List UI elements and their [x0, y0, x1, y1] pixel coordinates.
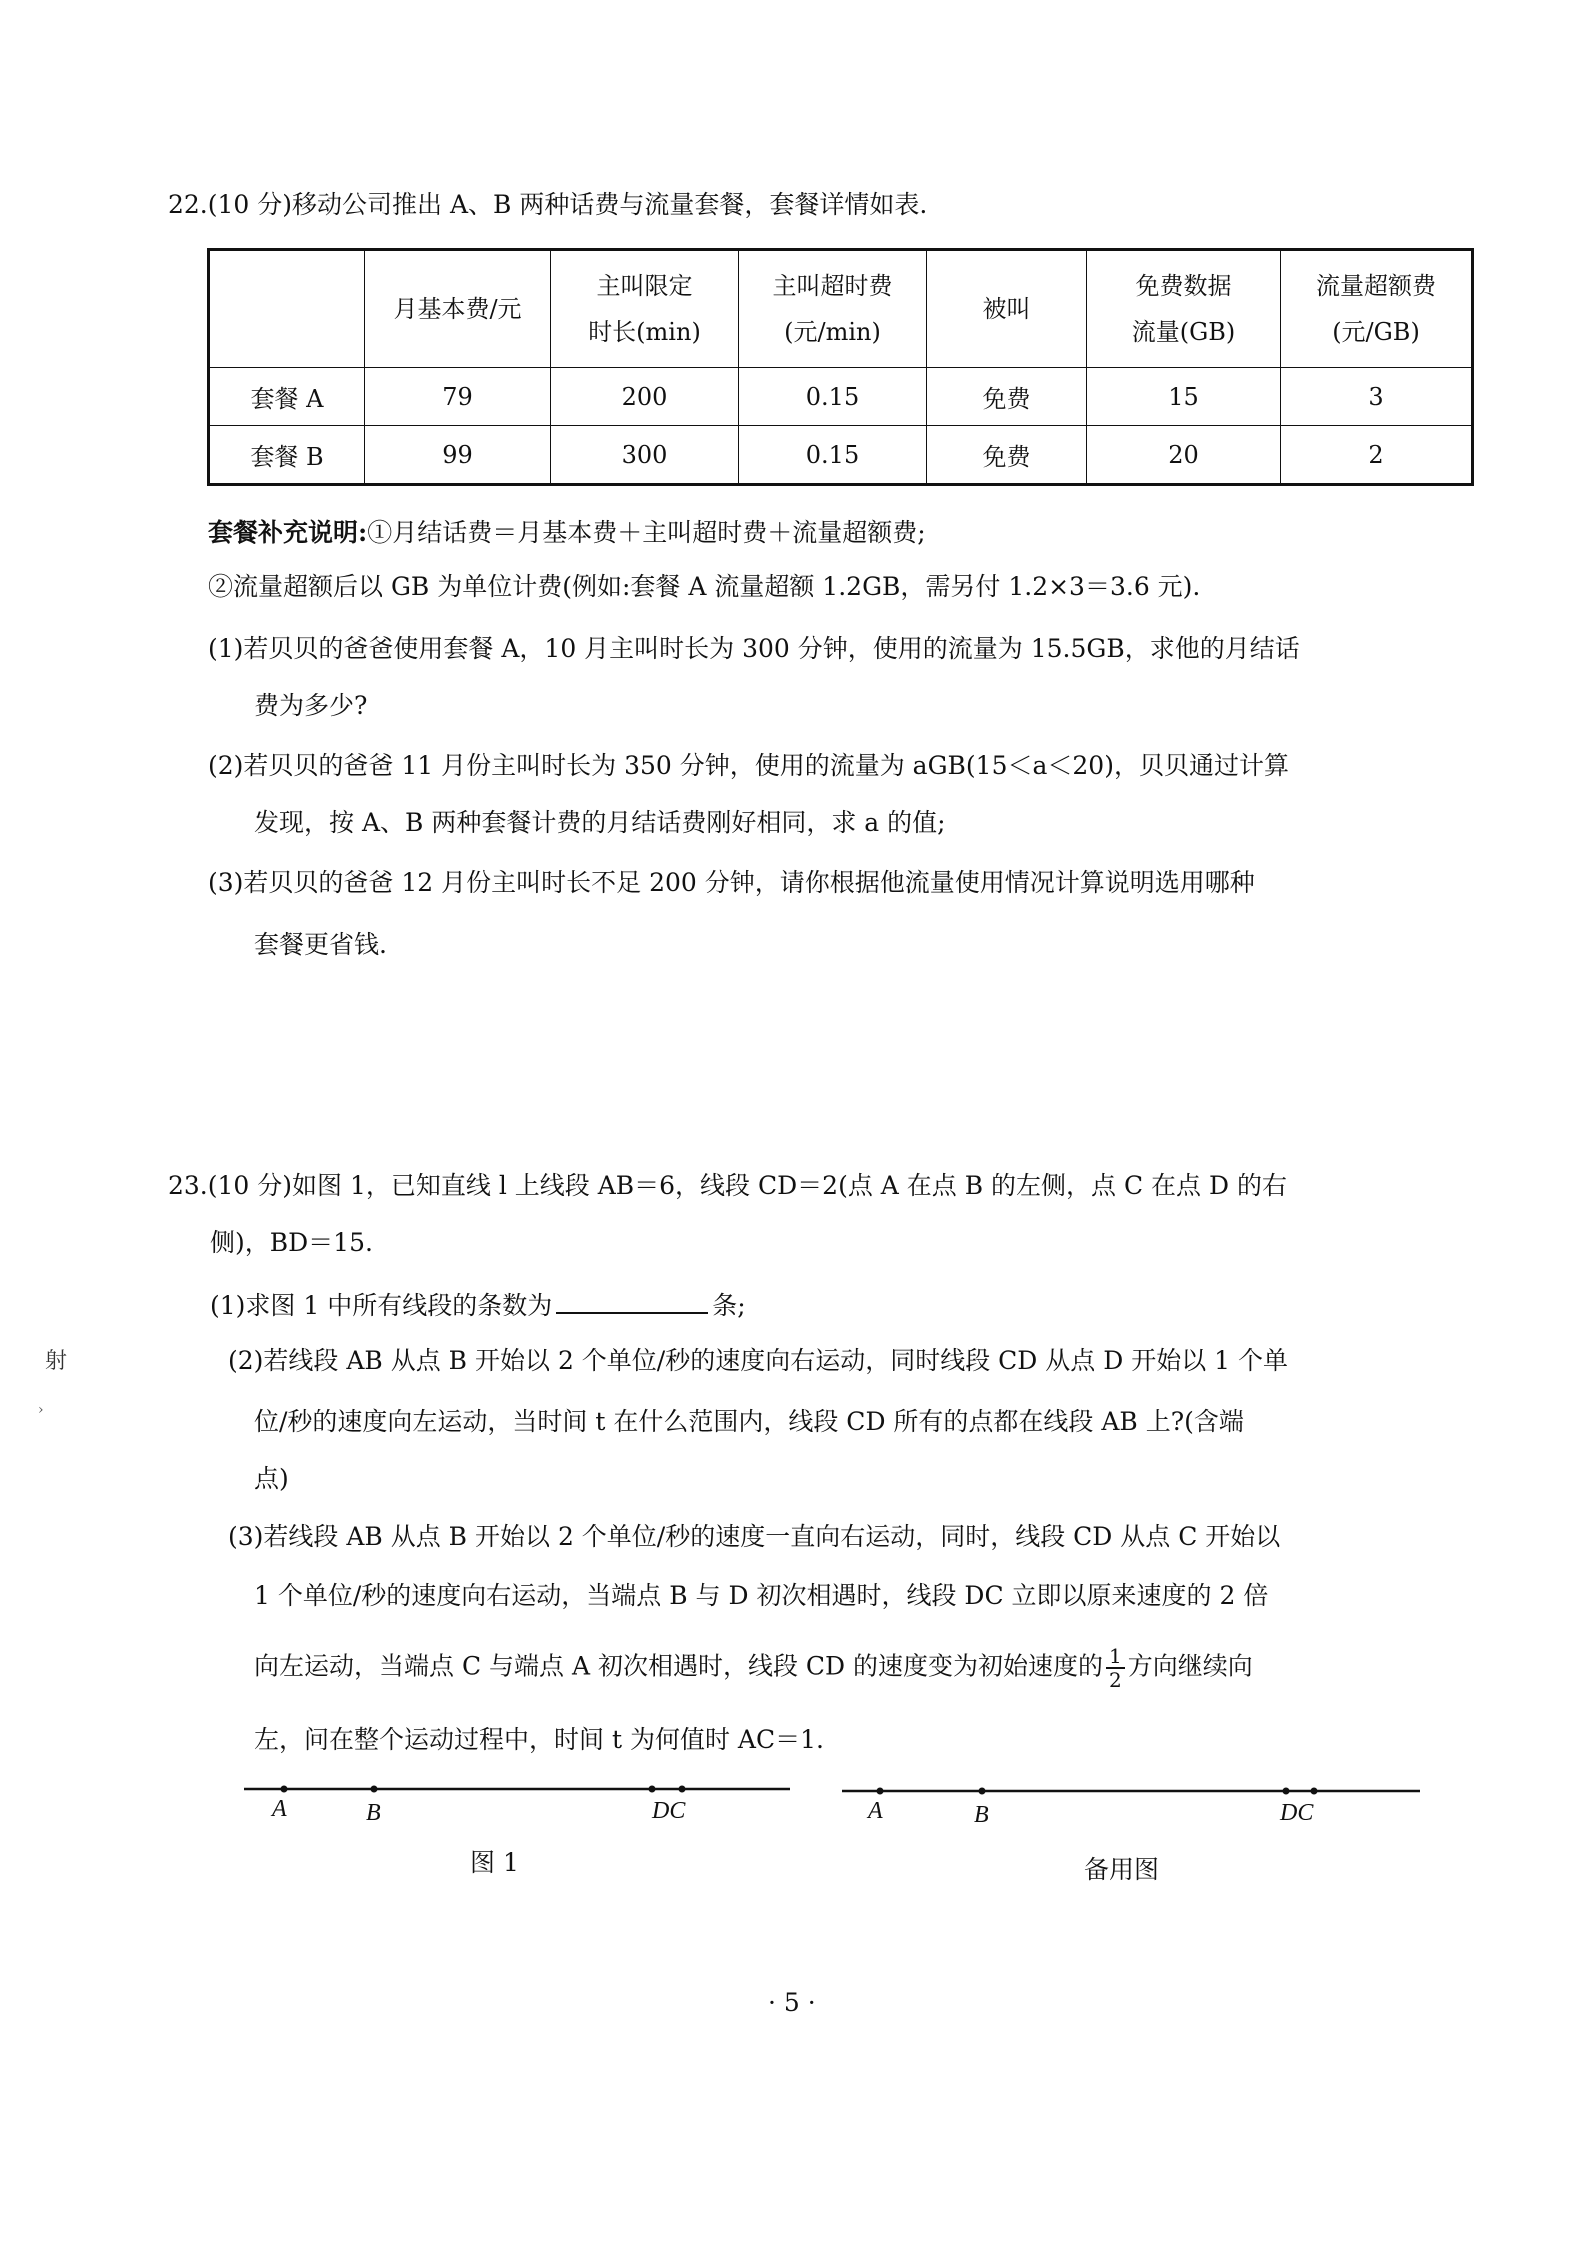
fig2-point-b	[979, 1788, 986, 1795]
page-number: · 5 ·	[768, 1988, 816, 2017]
header-text: 流量(GB)	[1131, 318, 1236, 346]
table-cell: 20	[1087, 426, 1281, 485]
q22-part3-line1: (3)若贝贝的爸爸 12 月份主叫时长不足 200 分钟，请你根据他流量使用情况计算说明选用哪种	[208, 868, 1255, 897]
q22-part2-line1: (2)若贝贝的爸爸 11 月份主叫时长为 350 分钟，使用的流量为 aGB(15＜a＜20)，贝贝通过计算	[208, 751, 1289, 780]
header-text: (元/min)	[784, 318, 881, 346]
q23-title-line1: 23.(10 分)如图 1，已知直线 l 上线段 AB＝6，线段 CD＝2(点 A 在点 B 的左侧，点 C 在点 D 的右	[168, 1171, 1287, 1200]
header-text: 时长(min)	[588, 318, 701, 346]
q23-part3-line2: 1 个单位/秒的速度向右运动，当端点 B 与 D 初次相遇时，线段 DC 立即以原来速度的 2 倍	[254, 1581, 1269, 1610]
q22-part2-line2: 发现，按 A、B 两种套餐计费的月结话费刚好相同，求 a 的值;	[254, 808, 946, 837]
fig1-label-a: A	[272, 1796, 287, 1822]
fig2-label-dc: DC	[1280, 1800, 1314, 1826]
header-text: 免费数据	[1135, 272, 1232, 300]
fig2-point-c	[1311, 1788, 1318, 1795]
margin-mark: 射	[45, 1349, 68, 1374]
row-name: 套餐 B	[209, 426, 365, 485]
q23-part2-line2: 位/秒的速度向左运动，当时间 t 在什么范围内，线段 CD 所有的点都在线段 AB 上?(含端	[254, 1407, 1244, 1436]
header-text: 月基本费/元	[393, 295, 522, 323]
header-text: 主叫超时费	[772, 272, 893, 300]
fig2-label-a: A	[868, 1798, 883, 1824]
q23-part3-line4: 左，问在整个运动过程中，时间 t 为何值时 AC＝1.	[254, 1725, 824, 1754]
table-cell: 免费	[927, 368, 1087, 426]
table-cell: 99	[365, 426, 551, 485]
fraction-numerator: 1	[1106, 1645, 1125, 1669]
table-cell: 15	[1087, 368, 1281, 426]
q23-part3-text: 向左运动，当端点 C 与端点 A 初次相遇时，线段 CD 的速度变为初始速度的	[254, 1651, 1104, 1681]
fig1-point-d	[649, 1786, 656, 1793]
margin-dot: ›	[38, 1402, 44, 1418]
table-cell: 79	[365, 368, 551, 426]
q23-part2-line3: 点)	[254, 1464, 289, 1493]
q22-part1-line1: (1)若贝贝的爸爸使用套餐 A，10 月主叫时长为 300 分钟，使用的流量为 15.5GB，求他的月结话	[208, 634, 1300, 663]
fig2-caption: 备用图	[1084, 1855, 1160, 1884]
fig2-point-d	[1283, 1788, 1290, 1795]
q22-part1-line2: 费为多少?	[254, 691, 368, 720]
supplement-text: ①月结话费＝月基本费＋主叫超时费＋流量超额费;	[367, 518, 926, 547]
q22-title: 22.(10 分)移动公司推出 A、B 两种话费与流量套餐，套餐详情如表.	[168, 190, 928, 219]
q23-title-line2: 侧)，BD＝15.	[210, 1228, 373, 1257]
fig1-point-b	[371, 1786, 378, 1793]
table-cell: 0.15	[739, 368, 927, 426]
q23-part1-suffix: 条;	[712, 1291, 746, 1320]
header-text: 主叫限定	[596, 272, 693, 300]
fig2-label-b: B	[974, 1802, 989, 1828]
fig1-point-a	[281, 1786, 288, 1793]
supplement-label: 套餐补充说明:	[208, 518, 368, 547]
q23-part3-text-end: 方向继续向	[1127, 1651, 1253, 1681]
table-cell: 2	[1281, 426, 1473, 485]
table-cell: 300	[551, 426, 739, 485]
q23-part3-line1: (3)若线段 AB 从点 B 开始以 2 个单位/秒的速度一直向右运动，同时，线段 CD 从点 C 开始以	[228, 1522, 1281, 1551]
header-text: 流量超额费	[1316, 272, 1436, 300]
q22-part3-line2: 套餐更省钱.	[254, 930, 387, 959]
supplement-note-2: ②流量超额后以 GB 为单位计费(例如:套餐 A 流量超额 1.2GB，需另付 1.2×3＝3.6 元).	[208, 572, 1201, 601]
q23-part1-text: (1)求图 1 中所有线段的条数为	[210, 1291, 553, 1320]
fig1-caption: 图 1	[470, 1848, 519, 1877]
table-cell: 3	[1281, 368, 1473, 426]
q23-part2-line1: (2)若线段 AB 从点 B 开始以 2 个单位/秒的速度向右运动，同时线段 CD 从点 D 开始以 1 个单	[228, 1346, 1289, 1375]
fig1-point-c	[679, 1786, 686, 1793]
fig1-label-dc: DC	[652, 1798, 686, 1824]
table-cell: 0.15	[739, 426, 927, 485]
fig1-label-b: B	[366, 1800, 381, 1826]
fraction-denominator: 2	[1109, 1668, 1122, 1692]
table-cell: 免费	[927, 426, 1087, 485]
fig2-point-a	[877, 1788, 884, 1795]
table-cell: 200	[551, 368, 739, 426]
row-name: 套餐 A	[209, 368, 365, 426]
header-text: (元/GB)	[1332, 318, 1420, 346]
header-text: 被叫	[982, 295, 1031, 323]
